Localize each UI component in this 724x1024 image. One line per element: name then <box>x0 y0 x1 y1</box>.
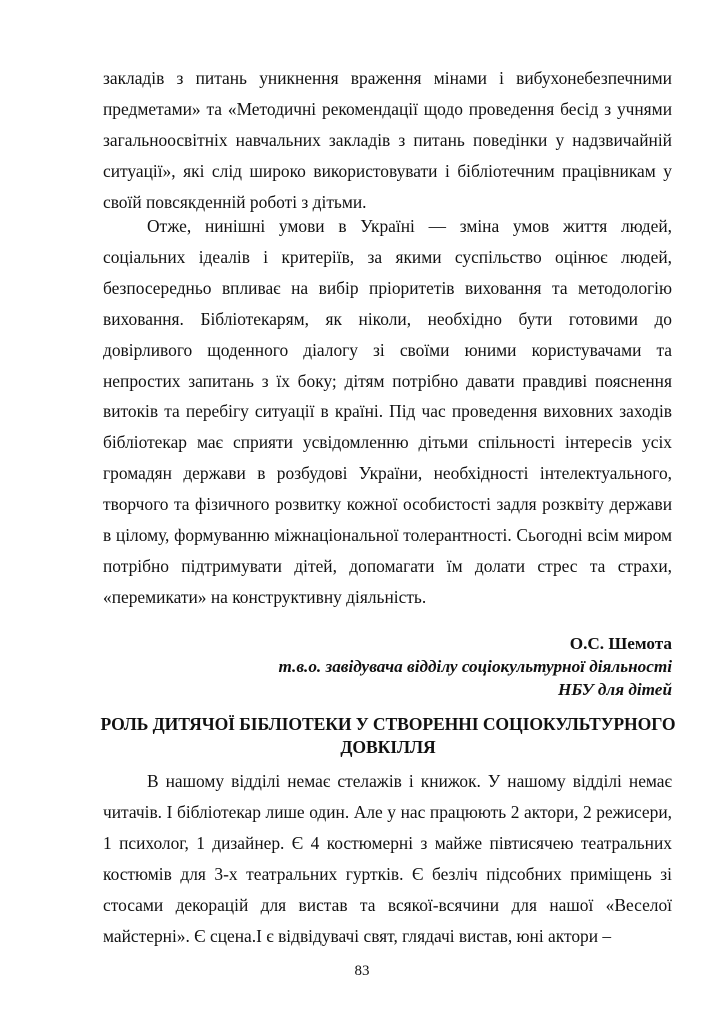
body-paragraph: Отже, нинішні умови в Україні — зміна умов життя людей, соціальних ідеалів і критеріїв, за якими суспільство оцінює людей, безпосередньо впливає на вибір пріоритетів виховання та методологію виховання. Бібліотекарям, як ніколи, необхідно бути готовими до довірливого щоденного діалогу зі своїми юними користувачами та непростих запитань з їх боку; дітям потрібно давати правдиві пояснення витоків та перебігу ситуації в країні. Під час проведення виховних заходів бібліотекар має сприяти усвідомленню дітьми спільності інтересів усіх громадян держави в розбудові України, необхідності інтелектуального, творчого та фізичного розвитку кожної особистості задля розквіту держави в цілому, формуванню міжнаціональної толерантності. Сьогодні всім миром потрібно підтримувати дітей, допомагати їм долати стрес та страхи, «перемикати» на конструктивну діяльність. <box>103 216 672 607</box>
author-name: О.С. Шемота <box>569 634 672 653</box>
author-position: т.в.о. завідувача відділу соціокультурної діяльності <box>278 657 672 676</box>
page-number: 83 <box>354 963 370 979</box>
body-paragraph-continuation: закладів з питань уникнення враження мінами і вибухонебезпечними предметами» та «Методичні рекомендації щодо проведення бесід з учнями загальноосвітніх навчальних закладів з питань поведінки у надзвичайній ситуації», які слід широко використовувати і бібліотечним працівникам у своїй повсякденній роботі з дітьми. <box>103 68 672 212</box>
body-paragraph: В нашому відділі немає стелажів і книжок. У нашому відділі немає читачів. І бібліотекар лише один. Але у нас працюють 2 актори, 2 режисери, 1 психолог, 1 дизайнер. Є 4 костюмерні з майже півтисячею театральних костюмів для 3-х театральних гуртків. Є безліч підсобних приміщень зі стосами декорацій для вистав та всякої-всячини для нашої «Веселої майстерні». Є сцена.І є відвідувачі свят, глядачі вистав, юні актори – <box>103 771 672 946</box>
article-title: РОЛЬ ДИТЯЧОЇ БІБЛІОТЕКИ У СТВОРЕННІ СОЦІОКУЛЬТУРНОГО ДОВКІЛЛЯ <box>100 714 676 757</box>
author-signature-block <box>278 632 672 701</box>
author-organization: НБУ для дітей <box>558 680 672 699</box>
